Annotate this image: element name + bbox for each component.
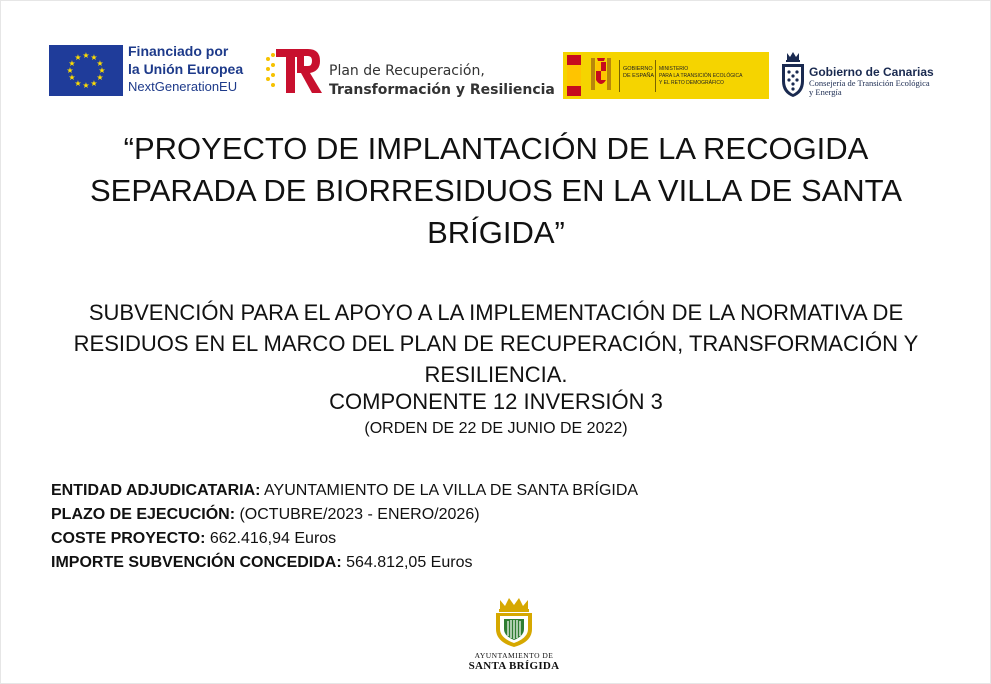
detail-row	[51, 551, 638, 575]
project-details	[51, 479, 638, 575]
svg-text:★: ★	[82, 51, 90, 60]
gobierno-label-2: DE ESPAÑA	[623, 73, 655, 79]
ayuntamiento-text	[441, 651, 587, 673]
detail-label: IMPORTE SUBVENCIÓN CONCEDIDA:	[51, 554, 342, 571]
detail-row	[51, 503, 638, 527]
gobierno-label-1: GOBIERNO	[623, 66, 653, 72]
gobierno-espana-logo	[563, 52, 769, 99]
prtr-text	[329, 62, 555, 100]
canarias-line-2: Consejería de Transición Ecológica	[809, 78, 930, 88]
santa-brigida-coat-of-arms-icon	[491, 596, 537, 648]
eu-funding-text	[128, 42, 243, 95]
ministerio-label-2: PARA LA TRANSICIÓN ECOLÓGICA	[659, 73, 743, 79]
detail-label: COSTE PROYECTO:	[51, 530, 206, 547]
eu-line-3: NextGenerationEU	[128, 79, 238, 94]
svg-text:★: ★	[98, 66, 106, 75]
ayuntamiento-line-2: SANTA BRÍGIDA	[468, 660, 560, 672]
grant-subtitle: SUBVENCIÓN PARA EL APOYO A LA IMPLEMENTACIÓN DE LA NORMATIVA DE RESIDUOS EN EL MARCO DEL PLAN DE RECUPERACIÓN, TRANSFORMACIÓN Y RESILIENCIA.	[73, 300, 919, 387]
eu-line-1: Financiado por	[128, 43, 229, 59]
svg-text:★: ★	[68, 73, 76, 82]
spain-coat-of-arms-icon	[587, 56, 615, 94]
detail-row	[51, 527, 638, 551]
svg-text:★: ★	[66, 66, 74, 75]
svg-text:★: ★	[68, 59, 76, 68]
canarias-line-3: y Energía	[809, 87, 842, 97]
svg-text:★: ★	[96, 73, 104, 82]
gobierno-canarias-text	[809, 65, 934, 97]
ministerio-label-3: Y EL RETO DEMOGRÁFICO	[659, 80, 724, 86]
svg-text:★: ★	[74, 53, 82, 62]
canarias-line-1: Gobierno de Canarias	[809, 65, 934, 79]
ayuntamiento-line-1: AYUNTAMIENTO DE	[474, 651, 554, 660]
svg-text:★: ★	[90, 79, 98, 88]
detail-value: 564.812,05 Euros	[346, 554, 473, 571]
detail-row	[51, 479, 638, 503]
project-title: “PROYECTO DE IMPLANTACIÓN DE LA RECOGIDA SEPARADA DE BIORRESIDUOS EN LA VILLA DE SANTA BRÍGIDA”	[89, 131, 902, 250]
prtr-logo	[264, 45, 324, 97]
svg-text:★: ★	[90, 53, 98, 62]
svg-text:★: ★	[74, 79, 82, 88]
detail-label: ENTIDAD ADJUDICATARIA:	[51, 482, 261, 499]
ministerio-label-1: MINISTERIO	[659, 66, 689, 72]
order-line: (ORDEN DE 22 DE JUNIO DE 2022)	[364, 420, 628, 437]
detail-value: AYUNTAMIENTO DE LA VILLA DE SANTA BRÍGIDA	[264, 482, 639, 499]
detail-label: PLAZO DE EJECUCIÓN:	[51, 506, 236, 523]
detail-value: (OCTUBRE/2023 - ENERO/2026)	[239, 506, 480, 523]
prtr-line-1: Plan de Recuperación,	[329, 63, 485, 79]
canarias-coat-of-arms-icon	[780, 51, 806, 99]
prtr-line-2: Transformación y Resiliencia	[329, 82, 555, 98]
svg-text:★: ★	[82, 81, 90, 90]
svg-text:★: ★	[96, 59, 104, 68]
eu-flag-logo	[49, 45, 123, 96]
detail-value: 662.416,94 Euros	[209, 530, 337, 547]
component-line: COMPONENTE 12 INVERSIÓN 3	[329, 389, 663, 414]
eu-line-2: la Unión Europea	[128, 61, 244, 77]
